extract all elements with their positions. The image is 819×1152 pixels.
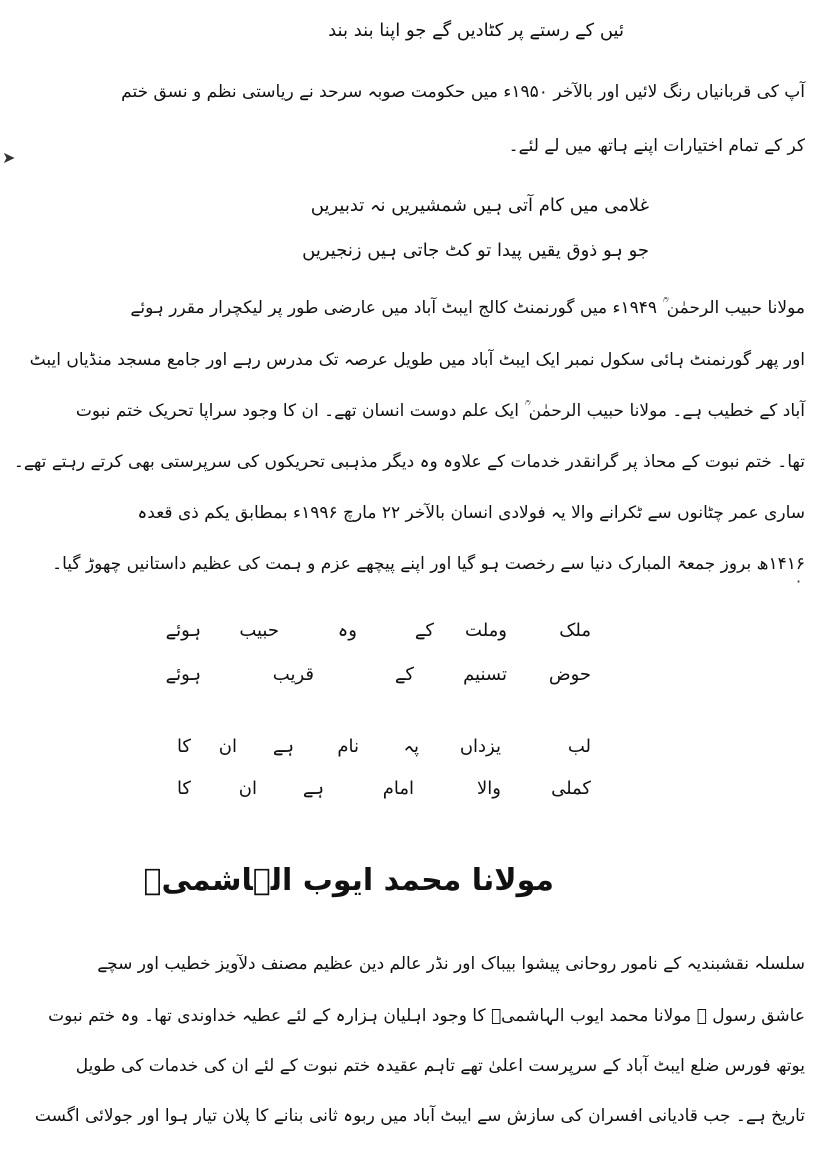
margin-arrow-icon: ➤ bbox=[2, 148, 16, 167]
paragraph-3-line: عاشق رسول ﷺ مولانا محمد ایوب الہاشمیؒ کا وجود اہلیان ہزارہ کے لئے عطیہ خداوندی تھا۔ وہ ختم نبوت bbox=[48, 1006, 805, 1026]
verse-2-word: یزداں bbox=[459, 736, 501, 757]
verse-2-word: کملی bbox=[551, 778, 591, 799]
verse-2-word: ہے bbox=[302, 778, 324, 799]
paragraph-2-line: آباد کے خطیب ہے۔ مولانا حبیب الرحمٰن ؒ ایک علم دوست انسان تھے۔ ان کا وجود سراپا تحریک ختم نبوت bbox=[75, 401, 805, 421]
verse-2-word: تسنیم bbox=[463, 664, 507, 685]
verse-2-word: وہ bbox=[337, 620, 357, 641]
paragraph-3-line: سلسلہ نقشبندیہ کے نامور روحانی پیشوا بیباک اور نڈر عالم دین عظیم مصنف دلآویز خطیب اور سچے bbox=[97, 954, 805, 974]
verse-1-line: غلامی میں کام آتی ہیں شمشیریں نہ تدبیریں bbox=[310, 195, 649, 216]
paragraph-2-line: ساری عمر چٹانوں سے ٹکرانے والا یہ فولادی انسان بالآخر ۲۲ مارچ ۱۹۹۶ء بمطابق یکم ذی قعدہ bbox=[137, 503, 805, 523]
paragraph-2-line: مولانا حبیب الرحمٰن ؒ ۱۹۴۹ء میں گورنمنٹ کالج ایبٹ آباد میں عارضی طور پر لیکچرار مقرر ہوئے bbox=[130, 298, 805, 318]
verse-2-word: ملک bbox=[559, 620, 591, 641]
verse-2-word: کے bbox=[414, 620, 434, 641]
verse-2-word: وملت bbox=[465, 620, 507, 641]
verse-2-word: ان bbox=[218, 736, 237, 757]
paragraph-2-line: اور پھر گورنمنٹ ہائی سکول نمبر ایک ایبٹ آباد میں طویل عرصہ تک مدرس رہے اور جامع مسجد منڈیاں ایبٹ bbox=[29, 350, 805, 370]
verse-2-word: ہوئے bbox=[165, 664, 201, 685]
verse-2-word: ہوئے bbox=[165, 620, 201, 641]
verse-fragment-top: ئیں کے رستے پر کٹادیں گے جو اپنا بند بند bbox=[328, 20, 624, 41]
verse-2-word: کا bbox=[176, 736, 191, 757]
verse-2-word: کا bbox=[176, 778, 191, 799]
verse-2-word: کے bbox=[394, 664, 414, 685]
paragraph-3-line: تاریخ ہے۔ جب قادیانی افسران کی سازش سے ایبٹ آباد میں ربوہ ثانی بنانے کا پلان تیار ہوا اور جولائی اگست bbox=[34, 1106, 805, 1126]
verse-2-word: ان bbox=[238, 778, 257, 799]
verse-2-word: حبیب bbox=[239, 620, 279, 641]
verse-2-word: امام bbox=[382, 778, 414, 799]
paragraph-1-line: کر کے تمام اختیارات اپنے ہاتھ میں لے لئے۔ bbox=[508, 136, 805, 156]
paragraph-2-line: تھا۔ ختم نبوت کے محاذ پر گرانقدر خدمات کے علاوہ وہ دیگر مذہبی تحریکوں کی سرپرستی بھی کرتے رہتے تھے۔ bbox=[13, 452, 805, 472]
section-heading: مولانا محمد ایوب الہاشمیؒ bbox=[143, 863, 554, 898]
margin-dot: · bbox=[796, 572, 802, 591]
verse-2-word: والا bbox=[477, 778, 501, 799]
verse-2-word: لب bbox=[567, 736, 591, 757]
paragraph-1-line: آپ کی قربانیاں رنگ لائیں اور بالآخر ۱۹۵۰ء میں حکومت صوبہ سرحد نے ریاستی نظم و نسق ختم bbox=[121, 82, 805, 102]
verse-1-line: جو ہو ذوق یقیں پیدا تو کٹ جاتی ہیں زنجیریں bbox=[302, 240, 649, 261]
verse-2-word: حوض bbox=[548, 664, 591, 685]
verse-2-word: پہ bbox=[403, 736, 419, 757]
paragraph-3-line: یوتھ فورس ضلع ایبٹ آباد کے سرپرست اعلیٰ تھے تاہم عقیدہ ختم نبوت کے لئے ان کی خدمات کی طویل bbox=[75, 1056, 805, 1076]
verse-2-word: قریب bbox=[272, 664, 314, 685]
verse-2-word: ہے bbox=[272, 736, 294, 757]
verse-2-word: نام bbox=[337, 736, 359, 757]
paragraph-2-line: ۱۴۱۶ھ بروز جمعۃ المبارک دنیا سے رخصت ہو گیا اور اپنے پیچھے عزم و ہمت کی عظیم داستانیں چھوڑ گیا۔ bbox=[52, 554, 805, 574]
